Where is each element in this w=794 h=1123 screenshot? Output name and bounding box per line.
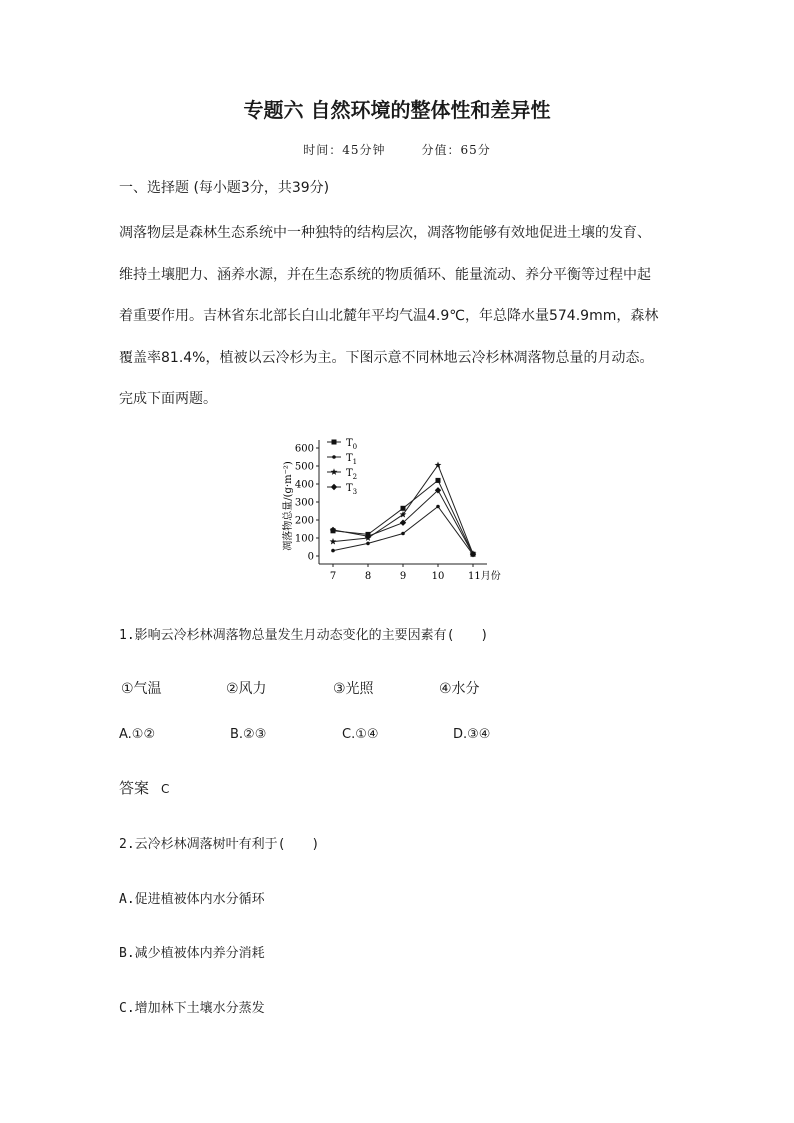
litter-amount-line-chart [275, 428, 525, 596]
answer-value: C [161, 782, 170, 796]
time-limit: 时间：45分钟 [303, 143, 386, 157]
q1-option-3: ③光照 [333, 681, 374, 697]
q2-choice-b: B.减少植被体内养分消耗 [119, 946, 265, 961]
chart-point-square [401, 506, 406, 511]
passage-line-1: 凋落物层是森林生态系统中一种独特的结构层次，凋落物能够有效地促进土壤的发育、 [119, 225, 651, 241]
chart-point-dot [332, 455, 336, 459]
answer-line [119, 777, 169, 798]
chart-point-diamond [331, 484, 337, 490]
chart-legend-label: $T_1$ [346, 453, 358, 466]
chart-y-tick-label: 200 [294, 515, 314, 527]
q2-choice-a: A.促进植被体内水分循环 [119, 892, 265, 907]
chart-point-dot [366, 542, 370, 546]
q1-stem: 1.影响云冷杉林凋落物总量发生月动态变化的主要因素有( ) [119, 628, 489, 643]
chart-point-dot [331, 549, 335, 553]
chart-y-tick-label: 300 [294, 497, 314, 509]
page-title: 专题六 自然环境的整体性和差异性 [243, 98, 551, 122]
chart-x-tick-label: 8 [364, 571, 372, 582]
passage-line-4: 覆盖率81.4%，植被以云冷杉为主。下图示意不同林地云冷杉林凋落物总量的月动态。 [119, 350, 654, 366]
passage-line-2: 维持土壤肥力、涵养水源，并在生态系统的物质循环、能量流动、养分平衡等过程中起 [119, 267, 651, 283]
q1-choice-c: C.①④ [342, 727, 379, 742]
chart-x-tick-label: 11月份 [468, 571, 501, 582]
passage-line-3: 着重要作用。吉林省东北部长白山北麓年平均气温4.9℃，年总降水量574.9mm，森林 [119, 308, 659, 324]
chart-point-square [436, 478, 441, 483]
chart-y-tick-label: 400 [294, 479, 314, 491]
q2-stem: 2.云冷杉林凋落树叶有利于( ) [119, 837, 320, 852]
chart-legend-label: $T_3$ [346, 483, 358, 496]
q1-option-2: ②风力 [226, 681, 267, 697]
q2-choice-c: C.增加林下土壤水分蒸发 [119, 1001, 265, 1016]
chart-point-square [332, 440, 337, 445]
total-score: 分值：65分 [421, 143, 491, 157]
q1-choice-b: B.②③ [230, 727, 267, 742]
chart-y-tick-label: 600 [294, 443, 314, 455]
chart-legend-label: $T_2$ [346, 468, 358, 481]
q1-choice-d: D.③④ [453, 727, 491, 742]
chart-y-tick-label: 0 [307, 551, 314, 563]
passage-line-5: 完成下面两题。 [119, 391, 217, 407]
q1-option-4: ④水分 [439, 681, 480, 697]
chart-point-star [331, 468, 338, 475]
chart-point-dot [401, 532, 405, 536]
chart-y-tick-label: 500 [294, 461, 314, 473]
answer-label: 答案 [119, 779, 150, 797]
chart-legend-label: $T_0$ [346, 438, 358, 451]
q1-choice-a: A.①② [119, 727, 156, 742]
chart-point-dot [436, 505, 440, 509]
chart-x-tick-label: 7 [329, 571, 337, 582]
exam-meta [0, 141, 794, 158]
q1-option-1: ①气温 [121, 681, 162, 697]
section-heading: 一、选择题 (每小题3分，共39分) [119, 180, 330, 196]
chart-point-star [330, 538, 337, 545]
chart-y-axis-label: 凋落物总量/(g·m⁻²) [283, 461, 294, 551]
chart-point-star [435, 462, 442, 469]
chart-x-tick-label: 10 [431, 571, 445, 582]
chart-y-tick-label: 100 [294, 533, 314, 545]
chart-x-tick-label: 9 [399, 571, 407, 582]
